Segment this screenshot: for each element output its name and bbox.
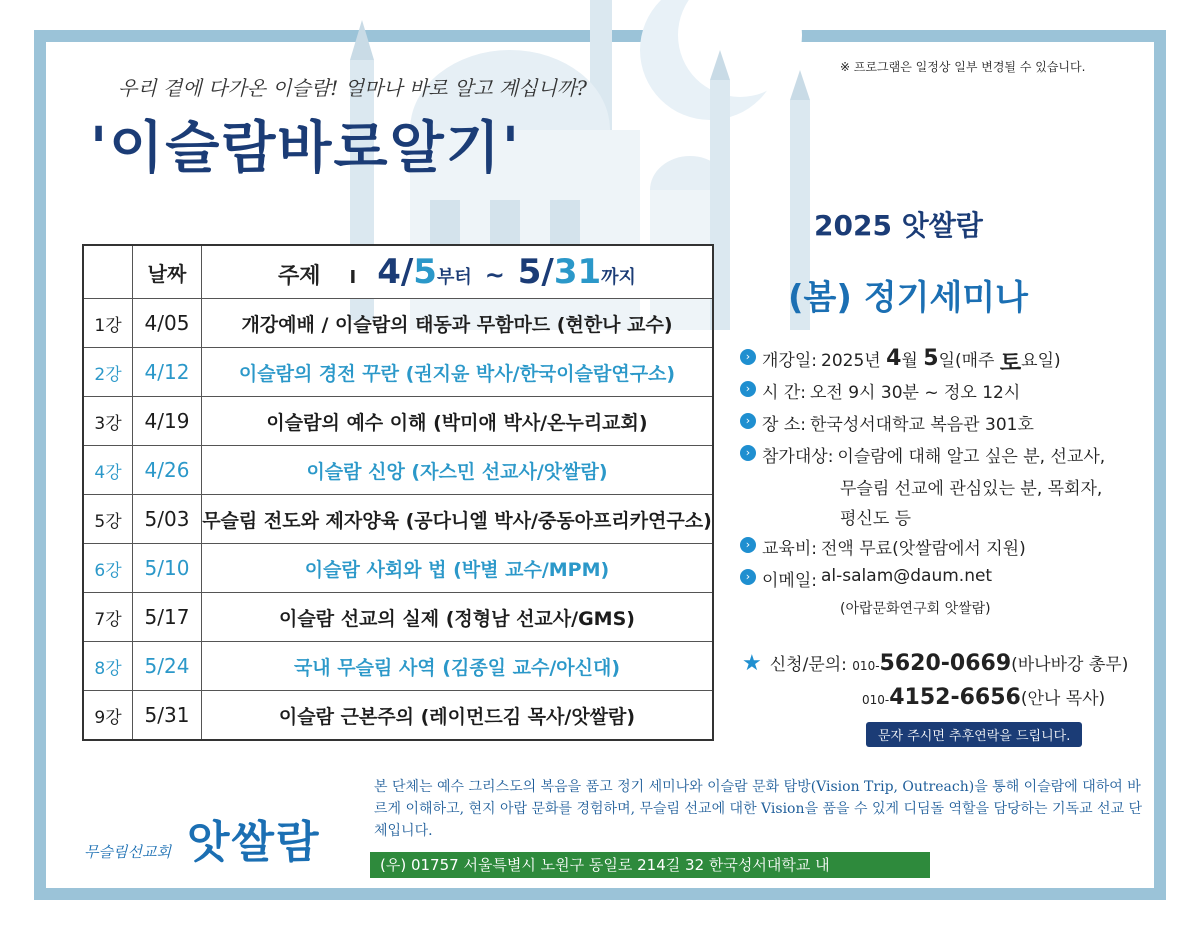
info-fee bbox=[740, 534, 1160, 566]
table-row bbox=[83, 495, 713, 544]
start-day-unit: 일(매주 bbox=[938, 351, 995, 371]
lecture-date: 5/31 bbox=[133, 691, 202, 741]
lecture-number: 3강 bbox=[83, 397, 133, 446]
range-from-day: 5 bbox=[413, 252, 437, 292]
lecture-topic: 국내 무슬림 사역 (김종일 교수/아신대) bbox=[202, 642, 714, 691]
header-topic-label: 주제 bbox=[278, 264, 321, 289]
phone-prefix: 010- bbox=[852, 659, 880, 673]
info-value: 한국성서대학교 복음관 301호 bbox=[809, 415, 1034, 435]
table-row bbox=[83, 446, 713, 495]
table-row bbox=[83, 348, 713, 397]
lecture-number: 9강 bbox=[83, 691, 133, 741]
range-to-day: 31 bbox=[553, 252, 602, 292]
range-to-suffix: 까지 bbox=[601, 267, 636, 288]
info-key: 장 소: bbox=[762, 415, 806, 435]
contact-line-1 bbox=[742, 650, 1128, 676]
table-row bbox=[83, 544, 713, 593]
start-month-unit: 월 bbox=[901, 351, 918, 371]
lecture-topic: 이슬람 선교의 실제 (정형남 선교사/GMS) bbox=[202, 593, 714, 642]
tagline: 우리 곁에 다가온 이슬람! 얼마나 바로 알고 계십니까? bbox=[118, 76, 587, 100]
lecture-topic: 이슬람 근본주의 (레이먼드김 목사/앗쌀람) bbox=[202, 691, 714, 741]
contact-line-2 bbox=[862, 684, 1105, 710]
info-target-line2: 무슬림 선교에 관심있는 분, 목회자, bbox=[840, 479, 1103, 499]
lecture-topic: 이슬람 신앙 (자스민 선교사/앗쌀람) bbox=[202, 446, 714, 495]
info-key: 시 간: bbox=[762, 383, 806, 403]
info-time bbox=[740, 378, 1160, 410]
about-text: 본 단체는 예수 그리스도의 복음을 품고 정기 세미나와 이슬람 문화 탐방(Vision Trip, Outreach)을 통해 이슬람에 대하여 바르게 이해하고, 현지 아랍 문화를 경험하며, 무슬림 선교에 대한 Vision을 품을 수 있게 디딤돌 역할을 담당하는 기독교 선교 단체입니다. bbox=[374, 779, 1143, 839]
lecture-number: 6강 bbox=[83, 544, 133, 593]
table-row bbox=[83, 299, 713, 348]
contact-label: 신청/문의: bbox=[769, 655, 847, 675]
info-target bbox=[740, 442, 1160, 474]
lecture-date: 4/12 bbox=[133, 348, 202, 397]
info-value: 전액 무료(앗쌀람에서 지원) bbox=[821, 539, 1026, 559]
lecture-number: 8강 bbox=[83, 642, 133, 691]
lecture-date: 5/17 bbox=[133, 593, 202, 642]
info-key: 교육비: bbox=[762, 539, 817, 559]
lecture-date: 5/24 bbox=[133, 642, 202, 691]
info-value: 이슬람에 대해 알고 싶은 분, 선교사, bbox=[837, 447, 1106, 467]
phone-number[interactable]: 5620-0669 bbox=[879, 651, 1012, 676]
arrow-circle-icon: › bbox=[740, 349, 756, 365]
phone-prefix: 010- bbox=[862, 693, 890, 707]
start-weekday-unit: 요일) bbox=[1021, 351, 1061, 371]
main-title: '이슬람바로알기' bbox=[90, 116, 521, 181]
start-month: 4 bbox=[886, 346, 902, 371]
schedule-change-notice: ※ 프로그램은 일정상 일부 변경될 수 있습니다. bbox=[840, 60, 1086, 74]
info-key: 참가대상: bbox=[762, 447, 834, 467]
seminar-name: (봄) 정기세미나 bbox=[788, 278, 1028, 318]
start-day: 5 bbox=[923, 346, 939, 371]
lecture-date: 5/03 bbox=[133, 495, 202, 544]
arrow-circle-icon: › bbox=[740, 569, 756, 585]
organization-logo bbox=[84, 806, 320, 870]
lecture-number: 4강 bbox=[83, 446, 133, 495]
table-row bbox=[83, 593, 713, 642]
address-bar: (우) 01757 서울특별시 노원구 동일로 214길 32 한국성서대학교 내 bbox=[370, 852, 930, 878]
lecture-date: 4/19 bbox=[133, 397, 202, 446]
info-key: 이메일: bbox=[762, 571, 817, 591]
lecture-number: 2강 bbox=[83, 348, 133, 397]
info-key: 개강일: bbox=[762, 351, 817, 371]
star-icon: ★ bbox=[742, 651, 762, 676]
table-row bbox=[83, 642, 713, 691]
contact-name: (바나바강 총무) bbox=[1011, 655, 1129, 675]
table-row bbox=[83, 691, 713, 741]
header-separator: I bbox=[349, 267, 357, 288]
start-weekday: 토 bbox=[999, 351, 1022, 376]
email-org: (아랍문화연구회 앗쌀람) bbox=[840, 601, 991, 617]
org-subtitle: 무슬림선교회 bbox=[84, 843, 171, 861]
arrow-circle-icon: › bbox=[740, 381, 756, 397]
lecture-topic: 무슬림 전도와 제자양육 (공다니엘 박사/중동아프리카연구소) bbox=[202, 495, 714, 544]
phone-number[interactable]: 4152-6656 bbox=[889, 685, 1021, 710]
range-tilde: ~ bbox=[484, 261, 505, 289]
arrow-circle-icon: › bbox=[740, 413, 756, 429]
range-from-suffix: 부터 bbox=[436, 267, 472, 288]
range-to-month: 5/ bbox=[517, 252, 554, 292]
schedule-table bbox=[82, 244, 714, 741]
arrow-circle-icon: › bbox=[740, 445, 756, 461]
info-list bbox=[740, 346, 1160, 620]
header-topic bbox=[202, 245, 714, 299]
contact-name: (안나 목사) bbox=[1020, 689, 1106, 709]
table-row bbox=[83, 397, 713, 446]
sms-notice-badge: 문자 주시면 추후연락을 드립니다. bbox=[866, 722, 1082, 747]
lecture-topic: 이슬람 사회와 법 (박별 교수/MPM) bbox=[202, 544, 714, 593]
lecture-topic: 개강예배 / 이슬람의 태동과 무함마드 (현한나 교수) bbox=[202, 299, 714, 348]
lecture-number: 1강 bbox=[83, 299, 133, 348]
range-from-month: 4/ bbox=[377, 252, 414, 292]
org-logo-text: 앗쌀람 bbox=[186, 817, 321, 868]
info-place bbox=[740, 410, 1160, 442]
lecture-date: 5/10 bbox=[133, 544, 202, 593]
arrow-circle-icon: › bbox=[740, 537, 756, 553]
lecture-number: 7강 bbox=[83, 593, 133, 642]
seminar-year: 2025 앗쌀람 bbox=[814, 209, 983, 242]
email-address[interactable]: al-salam@daum.net bbox=[821, 566, 993, 586]
info-value: 오전 9시 30분 ~ 정오 12시 bbox=[809, 383, 1021, 403]
header-date: 날짜 bbox=[133, 245, 202, 299]
info-start-date bbox=[740, 346, 1160, 378]
lecture-number: 5강 bbox=[83, 495, 133, 544]
start-year: 2025년 bbox=[821, 351, 881, 371]
lecture-topic: 이슬람의 경전 꾸란 (권지윤 박사/한국이슬람연구소) bbox=[202, 348, 714, 397]
lecture-date: 4/26 bbox=[133, 446, 202, 495]
schedule-header-row bbox=[83, 245, 713, 299]
header-empty bbox=[83, 245, 133, 299]
lecture-date: 4/05 bbox=[133, 299, 202, 348]
info-target-line3: 평신도 등 bbox=[840, 509, 912, 529]
lecture-topic: 이슬람의 예수 이해 (박미애 박사/온누리교회) bbox=[202, 397, 714, 446]
info-email bbox=[740, 566, 1160, 598]
